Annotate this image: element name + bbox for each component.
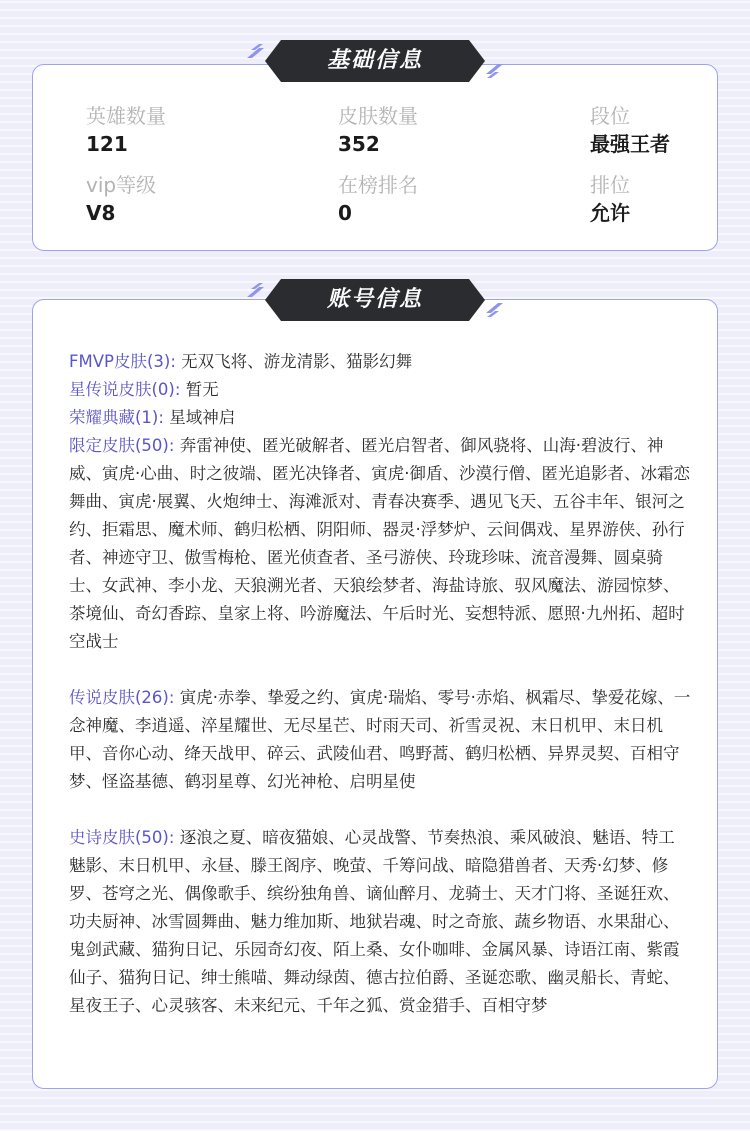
epic-skins-section (69, 824, 691, 1020)
legend-skins-section (69, 684, 691, 796)
star-legend-skins-label: 星传说皮肤(0): (69, 380, 181, 399)
account-info-banner (245, 277, 505, 323)
glory-collection-text: 星域神启 (169, 408, 236, 427)
hero-count-label: 英雄数量 (86, 104, 166, 128)
account-info-title: 账号信息 (326, 287, 423, 312)
fmvp-skins-label: FMVP皮肤(3): (69, 352, 176, 371)
vip-level-value: V8 (86, 201, 116, 225)
legend-skins-label: 传说皮肤(26): (69, 688, 175, 707)
limited-skins-label: 限定皮肤(50): (69, 436, 175, 455)
legend-skins-text: 寅虎·赤拳、挚爱之约、寅虎·瑞焰、零号·赤焰、枫霜尽、挚爱花嫁、一念神魔、李逍遥、淬星耀世、无尽星芒、时雨天司、祈雪灵祝、末日机甲、末日机甲、音你心动、绛天战甲、碎云、武陵仙君、鸣野蒿、鹤归松栖、异界灵契、百相守梦、怪盗基德、鹤羽星尊、幻光神枪、启明星使 (69, 688, 691, 791)
account-info-content (69, 348, 691, 1020)
epic-skins-label: 史诗皮肤(50): (69, 828, 175, 847)
skin-count-cell (338, 103, 590, 159)
fmvp-skins-line (69, 348, 691, 376)
leaderboard-rank-cell (338, 172, 590, 228)
rank-tier-cell (590, 103, 706, 159)
glory-collection-label: 荣耀典藏(1): (69, 408, 164, 427)
basic-info-banner (245, 38, 505, 84)
vip-level-cell (86, 172, 338, 228)
limited-skins-text: 奔雷神使、匿光破解者、匿光启智者、御风骁将、山海·碧波行、神威、寅虎·心曲、时之彼端、匿光决锋者、寅虎·御盾、沙漠行僧、匿光追影者、冰霜恋舞曲、寅虎·展翼、火炮绅士、海滩派对、青春决赛季、遇见飞天、五谷丰年、银河之约、拒霜思、魔术师、鹤归松栖、阴阳师、器灵·浮梦炉、云间偶戏、星界游侠、孙行者、神迹守卫、傲雪梅枪、匿光侦查者、圣弓游侠、玲珑珍味、流音漫舞、圆桌骑士、女武神、李小龙、天狼溯光者、天狼绘梦者、海盐诗旅、驭风魔法、游园惊梦、茶境仙、奇幻香踪、皇家上将、吟游魔法、午后时光、妄想特派、愿照·九州拓、超时空战士 (69, 436, 690, 651)
leaderboard-rank-label: 在榜排名 (338, 173, 418, 197)
skin-count-value: 352 (338, 132, 380, 156)
limited-skins-section (69, 432, 691, 656)
basic-info-card (32, 64, 718, 251)
leaderboard-rank-value: 0 (338, 201, 352, 225)
glory-collection-line (69, 404, 691, 432)
hero-count-value: 121 (86, 132, 128, 156)
basic-info-grid (86, 103, 706, 228)
ranked-allowed-cell (590, 172, 706, 228)
vip-level-label: vip等级 (86, 173, 157, 197)
epic-skins-text: 逐浪之夏、暗夜猫娘、心灵战警、节奏热浪、乘风破浪、魅语、特工魅影、末日机甲、永昼、滕王阁序、晚萤、千筹问战、暗隐猎兽者、天秀·幻梦、修罗、苍穹之光、偶像歌手、缤纷独角兽、谪仙醉月、龙骑士、天才门将、圣诞狂欢、功夫厨神、冰雪圆舞曲、魅力维加斯、地狱岩魂、时之奇旅、蔬乡物语、水果甜心、鬼剑武藏、猫狗日记、乐园奇幻夜、陌上桑、女仆咖啡、金属风暴、诗语江南、紫霞仙子、猫狗日记、绅士熊喵、舞动绿茵、德古拉伯爵、圣诞恋歌、幽灵船长、青蛇、星夜王子、心灵骇客、未来纪元、千年之狐、赏金猎手、百相守梦 (69, 828, 680, 1015)
hero-count-cell (86, 103, 338, 159)
ranked-allowed-label: 排位 (590, 173, 630, 197)
fmvp-skins-text: 无双飞将、游龙清影、猫影幻舞 (181, 352, 413, 371)
ranked-allowed-value: 允许 (590, 201, 630, 225)
star-legend-skins-line (69, 376, 691, 404)
skin-count-label: 皮肤数量 (338, 104, 418, 128)
star-legend-skins-text: 暂无 (185, 380, 219, 399)
basic-info-title: 基础信息 (326, 48, 423, 73)
account-info-card (32, 299, 718, 1089)
rank-tier-label: 段位 (590, 104, 630, 128)
rank-tier-value: 最强王者 (590, 132, 670, 156)
